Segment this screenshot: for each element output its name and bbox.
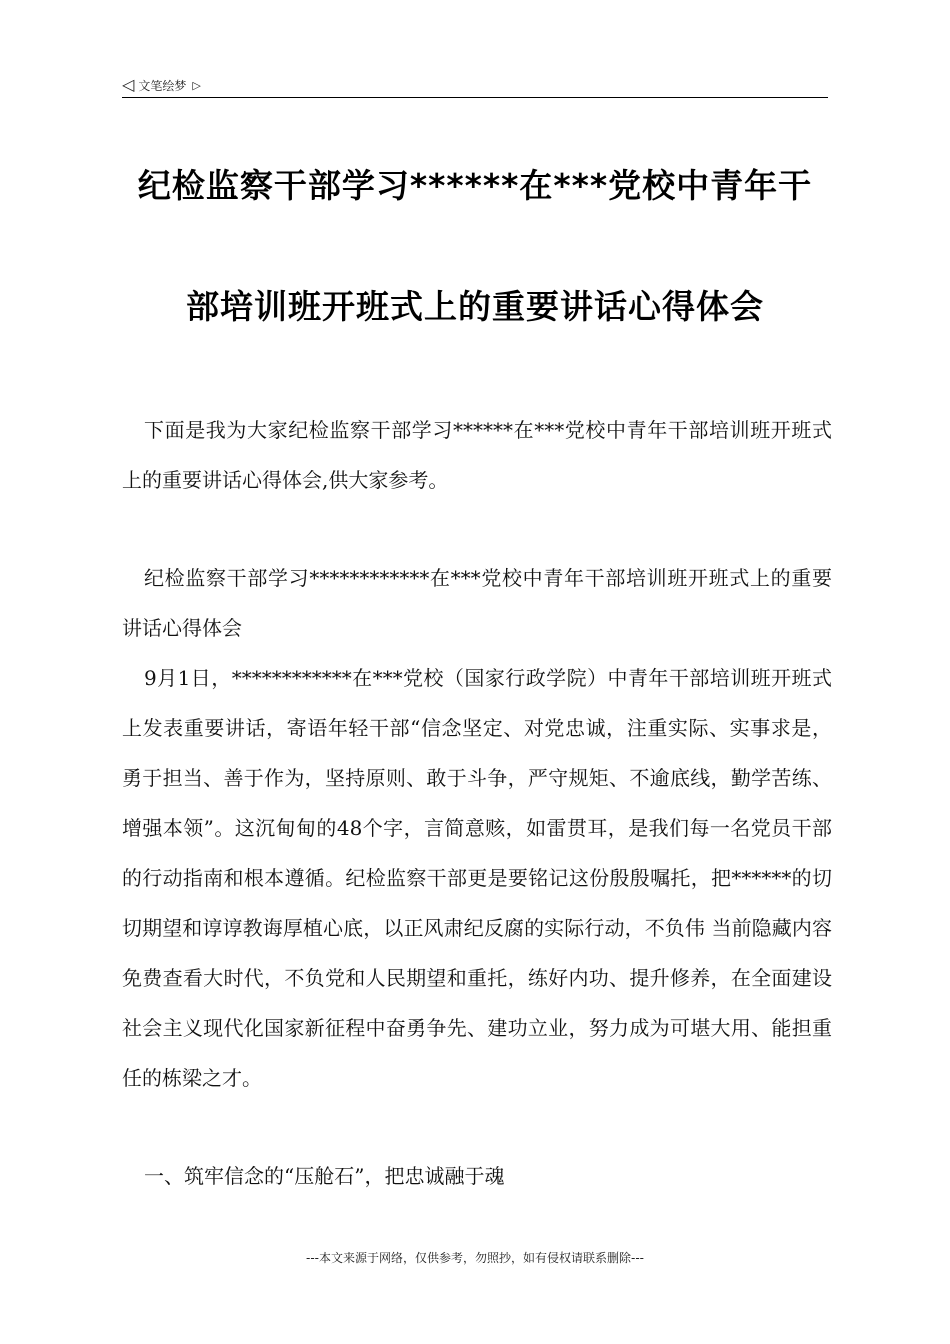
footer-notice: ---本文来源于网络，仅供参考，勿照抄，如有侵权请联系删除--- bbox=[306, 1251, 644, 1265]
intro-paragraph: 下面是我为大家纪检监察干部学习******在***党校中青年干部培训班开班式上的重要讲话心得体会,供大家参考。 bbox=[122, 418, 832, 492]
section-heading-1: 一、筑牢信念的“压舱石”，把忠诚融于魂 bbox=[144, 1164, 505, 1188]
header-divider bbox=[122, 97, 828, 98]
subtitle-paragraph: 纪检监察干部学习************在***党校中青年干部培训班开班式上的重要讲话心得体会 bbox=[122, 566, 832, 640]
page-header bbox=[122, 74, 828, 96]
document-title-line-1: 纪检监察干部学习******在***党校中青年干 bbox=[137, 166, 813, 205]
triangle-right-icon: ▷ bbox=[192, 78, 201, 92]
triangle-left-icon: ◁ bbox=[122, 75, 135, 94]
header-brand: 文笔绘梦 bbox=[138, 78, 187, 93]
document-title-line-2: 部培训班开班式上的重要讲话心得体会 bbox=[186, 287, 764, 326]
main-paragraph: 9月1日，************在***党校（国家行政学院）中青年干部培训班开班式上发表重要讲话，寄语年轻干部“信念坚定、对党忠诚，注重实际、实事求是，勇于担当、善于作为，坚持原则、敢于斗争，严守规矩、不逾底线，勤学苦练、增强本领”。这沉甸甸的48个字，言简意赅，如雷贯耳，是我们每一名党员干部的行动指南和根本遵循。纪检监察干部更是要铭记这份殷殷嘱托，把******的切切期望和谆谆教诲厚植心底，以正风肃纪反腐的实际行动，不负伟 当前隐藏内容免费查看大时代，不负党和人民期望和重托，练好内功、提升修养，在全面建设社会主义现代化国家新征程中奋勇争先、建功立业，努力成为可堪大用、能担重任的栋梁之才。 bbox=[122, 666, 832, 1090]
